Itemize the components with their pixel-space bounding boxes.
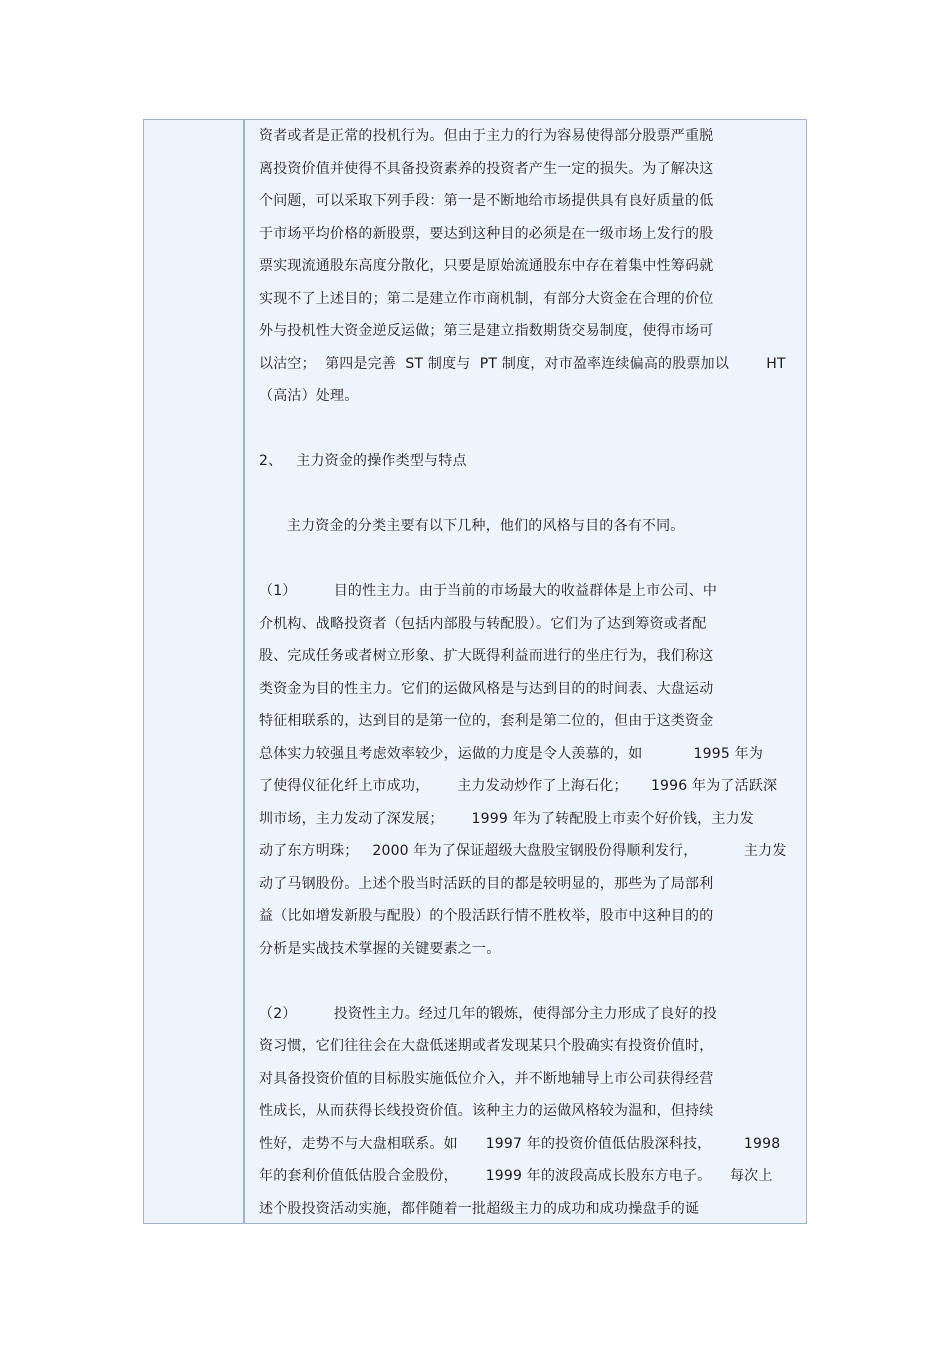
text-line: （2） 投资性主力。经过几年的锻炼，使得部分主力形成了良好的投 — [259, 1006, 718, 1022]
table-frame — [143, 119, 807, 1224]
left-column — [144, 120, 245, 1223]
text-line: 离投资价值并使得不具备投资素养的投资者产生一定的损失。为了解决这 — [259, 161, 714, 177]
text-line: 了使得仪征化纤上市成功， 主力发动炒作了上海石化； 1996 年为了活跃深 — [259, 778, 778, 794]
text-line: 性成长，从而获得长线投资价值。该种主力的运做风格较为温和，但持续 — [259, 1103, 714, 1119]
text-line: 述个股投资活动实施，都伴随着一批超级主力的成功和成功操盘手的诞 — [259, 1201, 700, 1217]
text-line: （1） 目的性主力。由于当前的市场最大的收益群体是上市公司、中 — [259, 583, 718, 599]
text-line: 个问题，可以采取下列手段：第一是不断地给市场提供具有良好质量的低 — [259, 193, 714, 209]
text-line: 外与投机性大资金逆反运做；第三是建立指数期货交易制度，使得市场可 — [259, 323, 714, 339]
text-line: 年的套利价值低估股合金股份， 1999 年的波段高成长股东方电子。 每次上 — [259, 1168, 773, 1184]
text-line: 以沽空； 第四是完善 ST 制度与 PT 制度，对市盈率连续偏高的股票加以 HT — [259, 356, 786, 372]
text-line: 分析是实战技术掌握的关键要素之一。 — [259, 941, 501, 957]
text-line: 股、完成任务或者树立形象、扩大既得利益而进行的坐庄行为，我们称这 — [259, 648, 714, 664]
text-line: 益（比如增发新股与配股）的个股活跃行情不胜枚举，股市中这种目的的 — [259, 908, 714, 924]
text-line: 于市场平均价格的新股票，要达到这种目的必须是在一级市场上发行的股 — [259, 226, 714, 242]
text-line: 资习惯，它们往往会在大盘低迷期或者发现某只个股确实有投资价值时， — [259, 1038, 714, 1054]
text-line: 对具备投资价值的目标股实施低位介入，并不断地辅导上市公司获得经营 — [259, 1071, 714, 1087]
text-line: 圳市场，主力发动了深发展； 1999 年为了转配股上市卖个好价钱，主力发 — [259, 811, 754, 827]
text-line: （高沽）处理。 — [259, 388, 359, 404]
text-line: 介机构、战略投资者（包括内部股与转配股）。它们为了达到筹资或者配 — [259, 616, 707, 632]
text-line: 类资金为目的性主力。它们的运做风格是与达到目的的时间表、大盘运动 — [259, 681, 714, 697]
text-line: 票实现流通股东高度分散化，只要是原始流通股东中存在着集中性筹码就 — [259, 258, 714, 274]
text-line: 主力资金的分类主要有以下几种，他们的风格与目的各有不同。 — [259, 518, 685, 534]
text-line: 实现不了上述目的；第二是建立作市商机制，有部分大资金在合理的价位 — [259, 291, 714, 307]
text-line: 资者或者是正常的投机行为。但由于主力的行为容易使得部分股票严重脱 — [259, 128, 714, 144]
text-line: 特征相联系的，达到目的是第一位的，套利是第二位的，但由于这类资金 — [259, 713, 714, 729]
text-line: 动了东方明珠； 2000 年为了保证超级大盘股宝钢股份得顺利发行， 主力发 — [259, 843, 787, 859]
section-heading: 2、 主力资金的操作类型与特点 — [259, 453, 467, 469]
content-column — [247, 120, 806, 1223]
text-line: 总体实力较强且考虑效率较少，运做的力度是令人羡慕的，如 1995 年为 — [259, 746, 764, 762]
text-line: 性好，走势不与大盘相联系。如 1997 年的投资价值低估股深科技， 1998 — [259, 1136, 781, 1152]
text-line: 动了马钢股份。上述个股当时活跃的目的都是较明显的，那些为了局部利 — [259, 876, 714, 892]
